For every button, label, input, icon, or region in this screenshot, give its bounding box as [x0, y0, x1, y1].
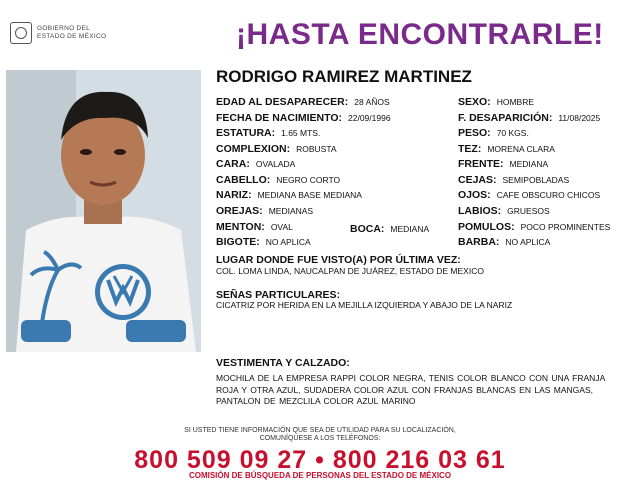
field-build: COMPLEXION: ROBUSTA	[216, 143, 337, 155]
logo-line-2: ESTADO DE MÉXICO	[37, 33, 107, 40]
field-hair: CABELLO: NEGRO CORTO	[216, 174, 341, 186]
field-weight: PESO: 70 KGS.	[458, 127, 529, 139]
person-name: RODRIGO RAMIREZ MARTINEZ	[216, 67, 472, 86]
field-lips: LABIOS: GRUESOS	[458, 205, 550, 217]
photo-illustration	[6, 70, 201, 352]
field-nose: NARIZ: MEDIANA BASE MEDIANA	[216, 189, 362, 201]
field-chin: MENTON: OVAL	[216, 221, 293, 233]
field-sex: SEXO: HOMBRE	[458, 96, 534, 108]
field-cheekbones: POMULOS: POCO PROMINENTES	[458, 221, 611, 233]
field-ears: OREJAS: MEDIANAS	[216, 205, 314, 217]
field-forehead: FRENTE: MEDIANA	[458, 158, 549, 170]
person-photo	[6, 70, 201, 352]
field-disappearance-date: F. DESAPARICIÓN: 11/08/2025	[458, 112, 601, 124]
field-age: EDAD AL DESAPARECER: 28 AÑOS	[216, 96, 390, 108]
last-seen-value: COL. LOMA LINDA, NAUCALPAN DE JUÁREZ, ESTADO DE MEXICO	[216, 266, 484, 276]
emblem-icon	[10, 22, 32, 44]
contact-note-line-1: SI USTED TIENE INFORMACIÓN QUE SEA DE UTILIDAD PARA SU LOCALIZACIÓN,	[184, 427, 456, 434]
field-mustache: BIGOTE: NO APLICA	[216, 236, 311, 248]
logo-line-1: GOBIERNO DEL	[37, 25, 91, 32]
contact-note	[0, 427, 640, 443]
field-beard: BARBA: NO APLICA	[458, 236, 551, 248]
last-seen-label: LUGAR DONDE FUE VISTO(A) POR ÚLTIMA VEZ:	[216, 254, 461, 266]
field-complexion: TEZ: MORENA CLARA	[458, 143, 555, 155]
field-eyebrows: CEJAS: SEMIPOBLADAS	[458, 174, 570, 186]
marks-label: SEÑAS PARTICULARES:	[216, 289, 341, 301]
field-height: ESTATURA: 1.65 MTS.	[216, 127, 321, 139]
government-logo	[10, 22, 106, 44]
clothing-value: MOCHILA DE LA EMPRESA RAPPI COLOR NEGRA, TENIS COLOR BLANCO CON UNA FRANJA ROJA Y OTRA AZUL, SUDADERA COLOR AZUL CON FRANJAS BLANCAS EN LAS MANGAS, PANTALON DE MEZCLILA COLOR AZUL MARINO	[216, 373, 605, 406]
clothing-label: VESTIMENTA Y CALZADO:	[216, 357, 350, 369]
field-eyes: OJOS: CAFE OBSCURO CHICOS	[458, 189, 601, 201]
banner-title: ¡HASTA ENCONTRARLE!	[236, 18, 604, 51]
contact-note-line-2: COMUNÍQUESE A LOS TELÉFONOS:	[259, 435, 381, 442]
footer-commission: COMISIÓN DE BÚSQUEDA DE PERSONAS DEL ESTADO DE MÉXICO	[188, 471, 452, 480]
phone-1: 800 509 09 27	[134, 446, 308, 474]
field-birthdate: FECHA DE NACIMIENTO: 22/09/1996	[216, 112, 391, 124]
phone-2: 800 216 03 61	[332, 446, 506, 474]
marks-value: CICATRIZ POR HERIDA EN LA MEJILLA IZQUIERDA Y ABAJO DE LA NARIZ	[216, 300, 513, 310]
field-face: CARA: OVALADA	[216, 158, 296, 170]
phone-separator: •	[315, 446, 325, 474]
field-mouth: BOCA: MEDIANA	[350, 223, 430, 235]
